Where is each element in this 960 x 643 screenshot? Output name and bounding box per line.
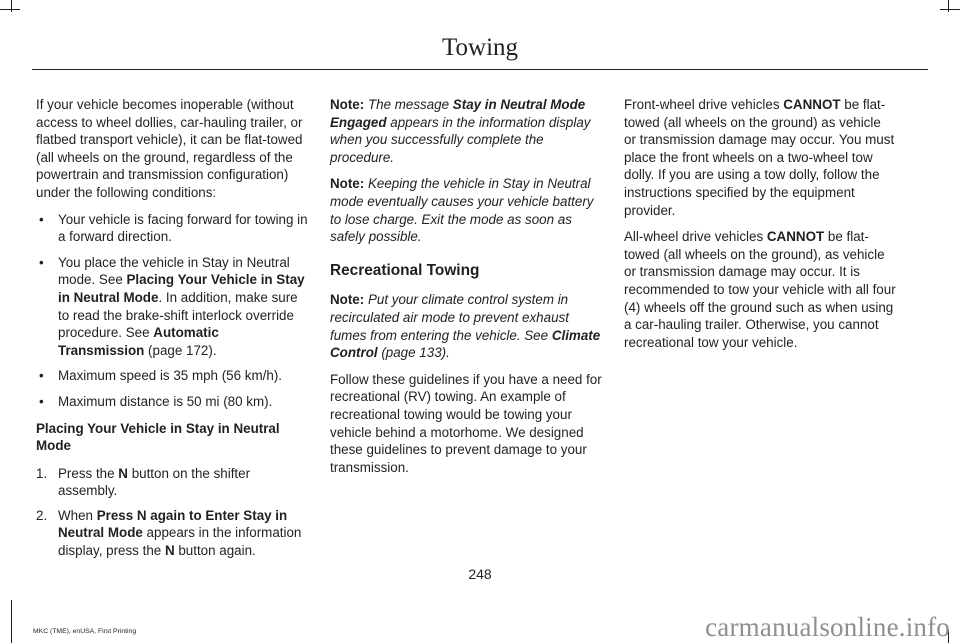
crop-mark-top-right-v [948, 0, 949, 12]
page-header-title: Towing [441, 34, 519, 61]
list-item: • Maximum speed is 35 mph (56 km/h). [39, 368, 282, 384]
crop-mark-top-right-h [940, 9, 960, 10]
list-item: 2. When Press N again to Enter Stay in Neutral Mode appears in the information display, press the N button again. [36, 507, 302, 559]
body-paragraph: Front-wheel drive vehicles CANNOT be flat-towed (all wheels on the ground) as vehicle or transmission damage may occur. You must place the front wheels on a two-wheel tow dolly. If you are using a tow dolly, follow the instructions specified by the equipment provider. [624, 97, 895, 218]
column-right [624, 96, 896, 360]
conditions-list [36, 211, 308, 411]
crop-mark-bottom-left-v [11, 600, 12, 643]
section-title-recreational-towing: Recreational Towing [330, 261, 480, 279]
list-item: • Your vehicle is facing forward for towing in a forward direction. [39, 211, 308, 245]
page-number: 248 [468, 566, 492, 582]
note-paragraph: Note: Put your climate control system in recirculated air mode to prevent exhaust fumes from entering the vehicle. See Climate Control (page 133). [330, 292, 601, 361]
bullet-marker: • [39, 254, 44, 270]
note-paragraph: Note: The message Stay in Neutral Mode Engaged appears in the information display when you successfully complete the procedure. [330, 97, 591, 165]
printing-info: MKC (TME), enUSA, First Printing [33, 628, 137, 635]
cross-reference-link[interactable]: Placing Your Vehicle in Stay in Neutral Mode [58, 272, 305, 305]
watermark: carmanualsonline.info [705, 612, 950, 642]
body-paragraph: Follow these guidelines if you have a need for recreational (RV) towing. An example of recreational towing would be towing your vehicle behind a motorhome. We designed these guidelines to prevent damage to your transmission. [330, 371, 602, 475]
cross-reference-link[interactable]: Automatic Transmission [58, 325, 219, 358]
subheading-stay-in-neutral: Placing Your Vehicle in Stay in Neutral Mode [36, 420, 280, 454]
bullet-marker: • [39, 393, 44, 409]
note-paragraph: Note: Keeping the vehicle in Stay in Neutral mode eventually causes your vehicle battery to lose charge. Exit the mode as soon as safely possible. [330, 176, 594, 245]
crop-mark-top-left-h [0, 9, 20, 10]
step-number: 2. [36, 507, 48, 523]
bullet-marker: • [39, 368, 44, 384]
header-rule [32, 69, 928, 70]
list-item: • You place the vehicle in Stay in Neutral mode. See Placing Your Vehicle in Stay in Neutral Mode. In addition, make sure to read the brake-shift interlock override procedure. See Automatic Transmission (page 172). [39, 254, 305, 358]
steps-list [36, 465, 308, 560]
list-item: • Maximum distance is 50 mi (80 km). [39, 393, 273, 409]
step-number: 1. [36, 465, 48, 481]
column-middle [330, 96, 602, 485]
bullet-marker: • [39, 211, 44, 227]
cross-reference-link[interactable]: Climate Control [330, 327, 601, 361]
crop-mark-top-left-v [11, 0, 12, 12]
intro-paragraph: If your vehicle becomes inoperable (without access to wheel dollies, car-hauling trailer, or flatbed transport vehicle), it can be flat-towed (all wheels on the ground, regardless of the powertrain and transmission configuration) under the following conditions: [36, 97, 303, 200]
body-paragraph: All-wheel drive vehicles CANNOT be flat-towed (all wheels on the ground), as vehicle or transmission damage may occur. It is recommended to tow your vehicle with all four (4) wheels off the ground such as when using a car-hauling trailer. Otherwise, you cannot recreational tow your vehicle. [624, 229, 896, 350]
column-left [36, 96, 308, 567]
list-item: 1. Press the N button on the shifter assembly. [36, 465, 251, 499]
